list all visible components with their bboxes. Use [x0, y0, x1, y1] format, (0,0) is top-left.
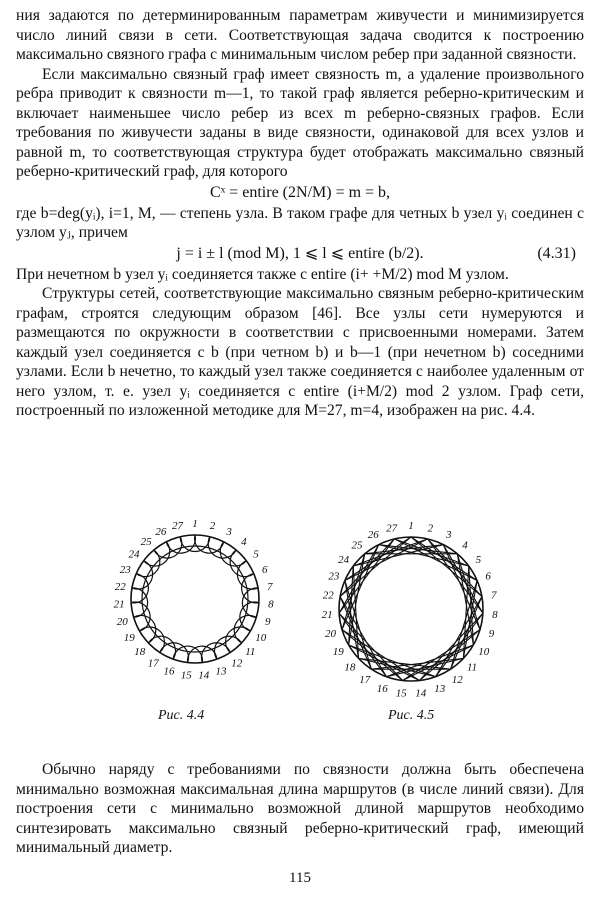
fig45-node-label: 27: [386, 522, 398, 535]
fig44-node-label: 11: [245, 646, 256, 659]
fig45-node-label: 23: [328, 570, 340, 583]
fig45-node-label: 20: [325, 628, 336, 641]
fig44-node-label: 12: [231, 657, 243, 670]
page-number: 115: [289, 870, 311, 886]
fig45-node-label: 14: [415, 687, 427, 700]
paragraph-route-length: Обычно наряду с требованиями по связности должна быть обеспечена минимально возможная максимальная длина маршрутов (в числе линий связи). Для построения сети с минимально возможной длиной маршрутов необходимо синтезировать максимально связный реберно-критический граф, имеющий минимальный диаметр.: [16, 761, 584, 856]
fig45-node-label: 16: [376, 682, 388, 695]
fig45-node-label: 10: [478, 646, 490, 658]
fig44-node-label: 26: [155, 526, 167, 539]
fig44-node-label: 4: [241, 535, 247, 548]
equation-number: (4.31): [537, 244, 576, 262]
figure-4-4-graph: [110, 514, 280, 704]
fig44-node-label: 24: [128, 548, 140, 561]
paragraph-degree: где b=deg(yᵢ), i=1, M, — степень узла. В таком графе для четных b узел yᵢ соединен с узлом yⱼ, причем: [16, 204, 584, 241]
paragraph-network-structures: Структуры сетей, соответствующие максимально связным реберно-критическим графам, строятся следующим образом [46]. Все узлы сети нумеруются и размещаются по окружности в соответствии с присвоенными номерами. Затем каждый узел соединяется с b (при четном b) и b—1 (при нечетном b) соседними узлами. Если b нечетно, то каждый узел также соединяется с наиболее удаленным от него узлом, т. е. узел yᵢ соединяется с entire (i+M/2) mod 2 узлом. Граф сети, построенный по изложенной методике для M=27, m=4, изображен на рис. 4.4.: [16, 285, 584, 419]
fig45-node-label: 13: [434, 682, 446, 695]
fig44-node-label: 15: [180, 669, 192, 682]
fig44-node-label: 25: [140, 535, 152, 548]
fig44-inner-ring: [142, 546, 248, 652]
top-text-block: [16, 6, 584, 421]
fig45-node-label: 11: [467, 661, 478, 674]
fig44-node-label: 16: [163, 665, 175, 678]
fig44-node-label: 10: [255, 632, 267, 644]
formula-4-31: [16, 243, 584, 265]
figures-row: [0, 512, 600, 782]
fig44-node-label: 2: [209, 520, 216, 532]
fig45-node-label: 22: [322, 589, 334, 602]
fig44-node-label: 18: [134, 646, 146, 659]
fig44-node-label: 22: [114, 580, 126, 593]
bottom-text-block: [16, 760, 584, 858]
fig45-node-label: 9: [488, 628, 495, 641]
figure-4-4-caption: Рис. 4.4: [158, 708, 205, 723]
fig45-node-label: 2: [427, 522, 434, 535]
paragraph-odd-b: При нечетном b узел yᵢ соединяется также с entire (i+ +M/2) mod M узлом.: [16, 265, 509, 283]
figure-4-5-graph: [316, 514, 506, 704]
fig44-node-label: 5: [253, 548, 259, 561]
figure-4-5-caption: Рис. 4.5: [388, 708, 435, 723]
fig45-chord: [340, 539, 394, 597]
fig45-chord: [428, 539, 482, 597]
fig44-node-label: 6: [262, 563, 268, 576]
fig44-node-label: 8: [268, 598, 274, 611]
fig45-node-label: 12: [451, 674, 463, 687]
fig44-node-label: 20: [116, 615, 128, 628]
fig45-node-label: 26: [367, 528, 379, 541]
fig45-node-label: 1: [408, 520, 414, 532]
formula-4-31-body: j = i ± l (mod M), 1 ⩽ l ⩽ entire (b/2).: [176, 244, 424, 262]
fig45-node-label: 25: [351, 539, 363, 552]
fig45-node-label: 17: [359, 674, 371, 687]
fig45-node-label: 3: [445, 528, 452, 541]
fig45-node-label: 19: [332, 646, 344, 658]
fig44-node-label: 23: [119, 563, 131, 576]
fig44-node-label: 19: [123, 632, 135, 644]
fig44-node-label: 13: [215, 665, 227, 678]
paragraph-continuation: ния задаются по детерминированным параметрам живучести и минимизируется число линий связи в сети. Соответствующая задача сводится к построению максимально связного графа с минимальным числом ребер при заданной связности.: [16, 7, 584, 63]
formula-connectivity: Cˣ = entire (2N/M) = m = b,: [209, 183, 391, 201]
fig44-node-label: 1: [192, 518, 198, 530]
paragraph-edge-critical: Если максимально связный граф имеет связность m, а удаление произвольного ребра приводит к связности m—1, то такой граф является реберно-критическим и включает наименьшее число ребер из всех m реберно-связных графов. Если требования по живучести заданы в виде связности, одинаковой для всех узлов и равной m, то соответствующая структура будет отображать максимально связный реберно-критический граф, для которого: [16, 65, 584, 180]
fig44-node-label: 9: [265, 615, 271, 628]
fig44-node-label: 17: [147, 657, 159, 670]
fig44-node-label: 3: [226, 526, 232, 539]
fig45-node-label: 5: [475, 553, 482, 566]
fig44-node-label: 21: [113, 598, 125, 611]
fig44-node-label: 14: [198, 669, 210, 682]
fig45-node-label: 15: [395, 687, 407, 700]
fig45-node-label: 6: [485, 570, 491, 583]
fig45-node-label: 4: [462, 539, 468, 552]
fig44-node-label: 27: [172, 520, 183, 532]
fig45-node-label: 21: [321, 608, 333, 621]
fig45-node-label: 7: [490, 589, 497, 602]
fig44-node-label: 7: [267, 580, 273, 593]
fig45-node-label: 18: [344, 661, 356, 674]
fig45-node-label: 8: [492, 608, 498, 621]
fig45-node-label: 24: [338, 553, 350, 566]
